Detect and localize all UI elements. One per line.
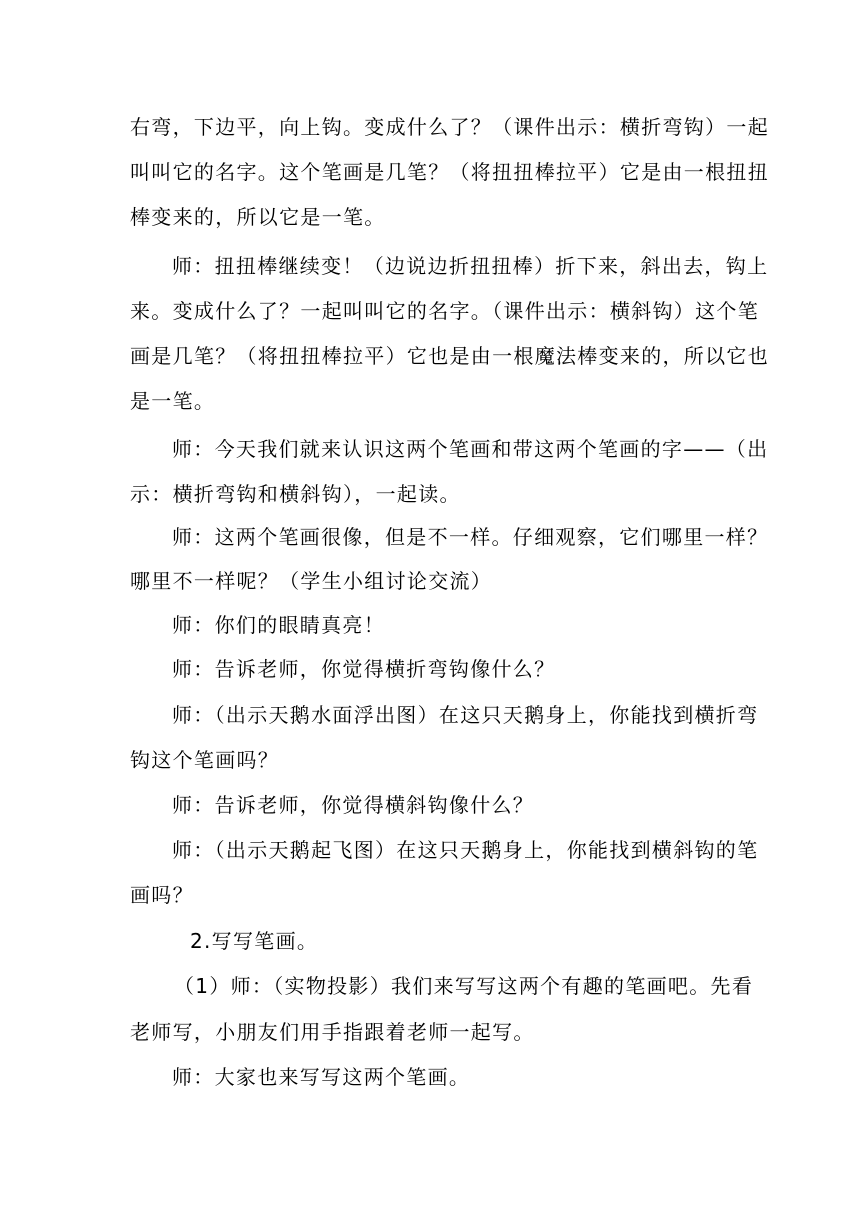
- text-line: 右弯，下边平，向上钩。变成什么了？（课件出示：横折弯钩）一起: [130, 115, 769, 139]
- text-line: 师：（出示天鹅起飞图）在这只天鹅身上，你能找到横斜钩的笔: [172, 838, 759, 862]
- text-line: 师：这两个笔画很像，但是不一样。仔细观察，它们哪里一样？: [172, 525, 769, 549]
- text-line: 画吗？: [130, 883, 194, 907]
- text-line: 师：今天我们就来认识这两个笔画和带这两个笔画的字——（出: [172, 437, 769, 461]
- text-line: 是一笔。: [130, 389, 216, 413]
- text-line: 师：大家也来写写这两个笔画。: [172, 1065, 471, 1089]
- text-line: 师：告诉老师，你觉得横斜钩像什么？: [172, 793, 535, 817]
- section-heading: 2.写写笔画。: [190, 929, 319, 953]
- text-line: （1）师：（实物投影）我们来写写这两个有趣的笔画吧。先看: [174, 974, 754, 998]
- text-line: 师：（出示天鹅水面浮出图）在这只天鹅身上，你能找到横折弯: [172, 703, 759, 727]
- text-line: 钩这个笔画吗？: [130, 748, 280, 772]
- text-line: 老师写，小朋友们用手指跟着老师一起写。: [130, 1020, 535, 1044]
- text-line: 来。变成什么了？一起叫叫它的名字。（课件出示：横斜钩）这个笔: [130, 299, 759, 323]
- text-line: 师：告诉老师，你觉得横折弯钩像什么？: [172, 657, 556, 681]
- text-line: 棒变来的，所以它是一笔。: [130, 205, 386, 229]
- text-line: 师：你们的眼睛真亮！: [172, 613, 385, 637]
- text-line: 叫叫它的名字。这个笔画是几笔？（将扭扭棒拉平）它是由一根扭扭: [130, 160, 769, 184]
- text-line: 哪里不一样呢？（学生小组讨论交流）: [130, 569, 493, 593]
- text-line: 示：横折弯钩和横斜钩），一起读。: [130, 482, 461, 506]
- text-line: 师：扭扭棒继续变！（边说边折扭扭棒）折下来，斜出去，钩上: [172, 254, 769, 278]
- text-line: 画是几笔？（将扭扭棒拉平）它也是由一根魔法棒变来的，所以它也: [130, 344, 769, 368]
